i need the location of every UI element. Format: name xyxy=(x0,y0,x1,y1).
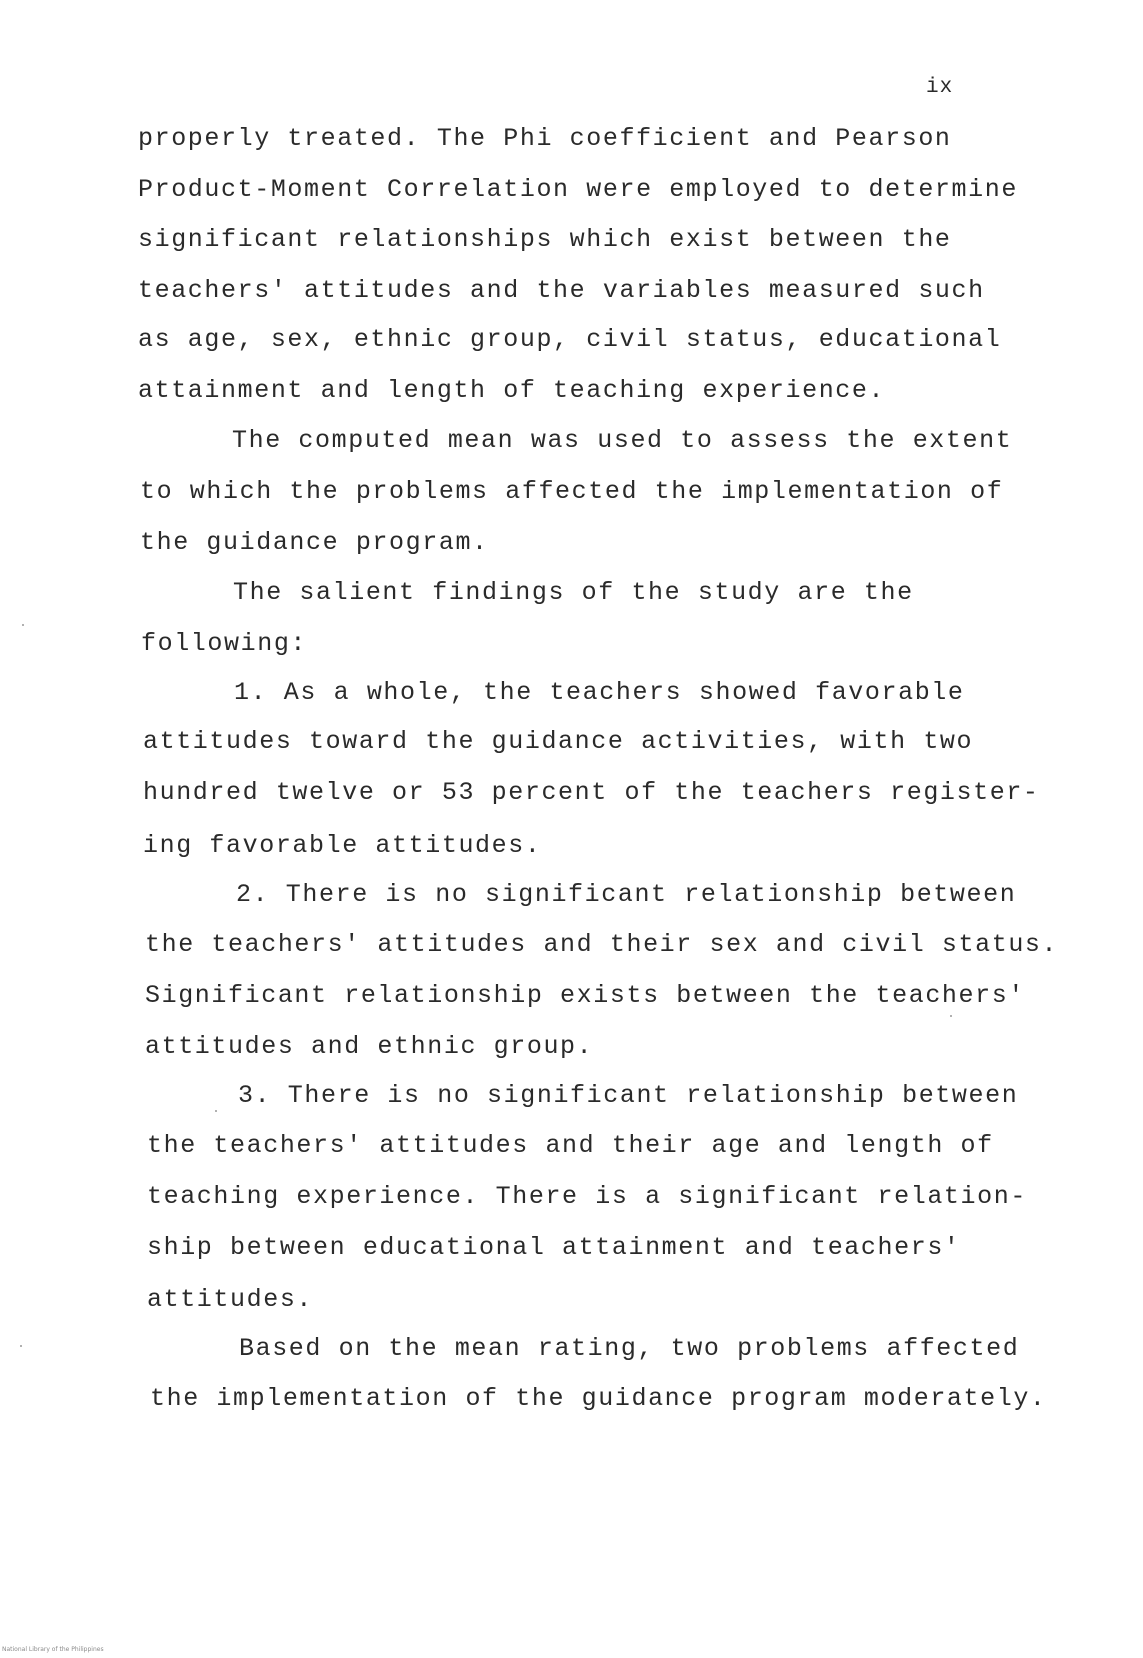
scan-speck xyxy=(950,1015,952,1017)
paragraph-4-line-2: the implementation of the guidance program moderately. xyxy=(150,1384,1047,1413)
paragraph-1-line-5: as age, sex, ethnic group, civil status, educational xyxy=(138,325,1002,354)
scan-speck xyxy=(20,1345,22,1347)
finding-2-line-3: Significant relationship exists between the teachers' xyxy=(145,981,1025,1010)
finding-3-line-1: 3. There is no significant relationship between xyxy=(238,1081,1019,1110)
finding-2-line-2: the teachers' attitudes and their sex and civil status. xyxy=(145,930,1059,959)
paragraph-2-line-2: to which the problems affected the implementation of xyxy=(140,477,1004,506)
paragraph-3-line-1: The salient findings of the study are the xyxy=(233,578,914,607)
finding-1-line-4: ing favorable attitudes. xyxy=(143,831,542,860)
scan-speck xyxy=(22,624,24,626)
scan-speck xyxy=(215,1110,217,1112)
paragraph-4-line-1: Based on the mean rating, two problems affected xyxy=(239,1334,1020,1363)
finding-1-line-3: hundred twelve or 53 percent of the teachers register- xyxy=(143,778,1040,807)
footer-stamp: National Library of the Philippines xyxy=(2,1646,104,1653)
paragraph-2-line-3: the guidance program. xyxy=(140,528,489,557)
finding-3-line-5: attitudes. xyxy=(147,1285,314,1314)
finding-2-line-1: 2. There is no significant relationship between xyxy=(236,880,1017,909)
finding-1-line-2: attitudes toward the guidance activities, with two xyxy=(143,727,974,756)
paragraph-3-line-2: following: xyxy=(141,629,308,658)
finding-3-line-2: the teachers' attitudes and their age and length of xyxy=(147,1131,994,1160)
paragraph-1-line-3: significant relationships which exist between the xyxy=(138,225,952,254)
page-number: ix xyxy=(926,76,954,99)
finding-1-line-1: 1. As a whole, the teachers showed favorable xyxy=(234,678,965,707)
paragraph-1-line-2: Product-Moment Correlation were employed to determine xyxy=(138,175,1018,204)
finding-3-line-4: ship between educational attainment and teachers' xyxy=(147,1233,961,1262)
paragraph-1-line-4: teachers' attitudes and the variables measured such xyxy=(138,276,985,305)
paragraph-1-line-1: properly treated. The Phi coefficient and Pearson xyxy=(138,124,952,153)
paragraph-1-line-6: attainment and length of teaching experience. xyxy=(138,376,886,405)
paragraph-2-line-1: The computed mean was used to assess the extent xyxy=(232,426,1013,455)
finding-2-line-4: attitudes and ethnic group. xyxy=(145,1032,594,1061)
finding-3-line-3: teaching experience. There is a significant relation- xyxy=(147,1182,1027,1211)
